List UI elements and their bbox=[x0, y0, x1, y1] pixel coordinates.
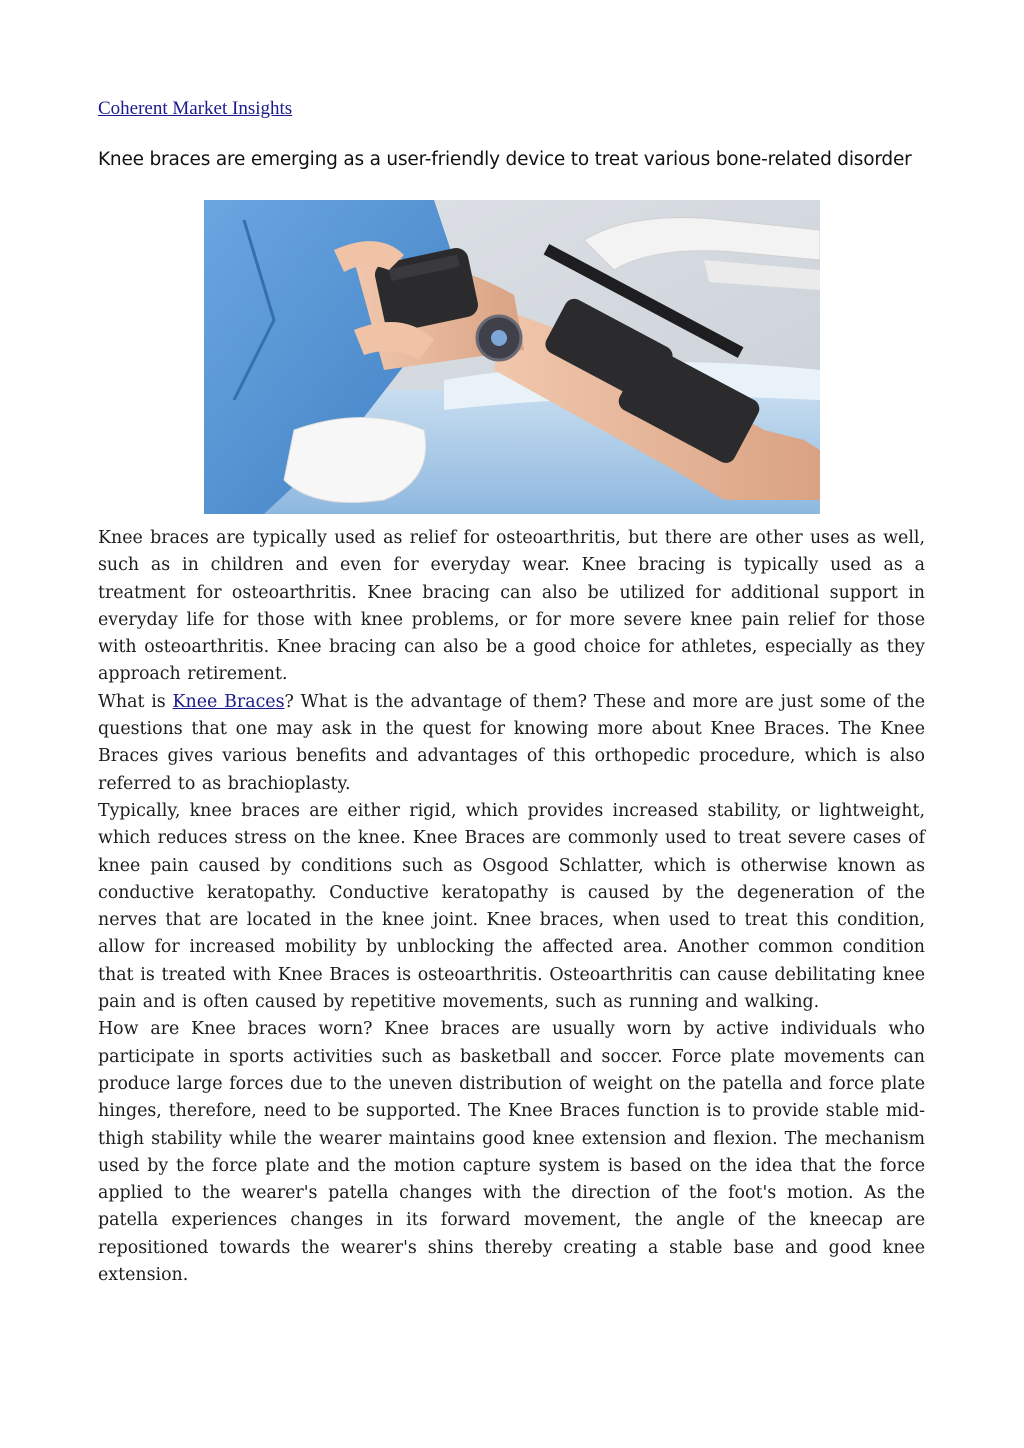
article-body bbox=[98, 525, 925, 1289]
paragraph-what-is-lead: What is bbox=[98, 691, 173, 712]
source-link[interactable]: Coherent Market Insights bbox=[98, 98, 293, 119]
paragraph-what-is-rest: ? What is the advantage of them? These and more are just some of the questions that one may ask in the quest for knowing more about Knee Braces. The Knee Braces gives various benefits and advantages of this orthopedic procedure, which is also referred to as brachioplasty. bbox=[98, 691, 925, 794]
knee-braces-link[interactable]: Knee Braces bbox=[172, 691, 285, 712]
knee-brace-photo bbox=[204, 200, 820, 514]
paragraph-what-is bbox=[98, 689, 925, 798]
paragraph-how-worn: How are Knee braces worn? Knee braces are usually worn by active individuals who participate in sports activities such as basketball and soccer. Force plate movements can produce large forces due to the uneven distribution of weight on the patella and force plate hinges, therefore, need to be supported. The Knee Braces function is to provide stable mid-thigh stability while the wearer maintains good knee extension and flexion. The mechanism used by the force plate and the motion capture system is based on the idea that the force applied to the wearer's patella changes with the direction of the foot's motion. As the patella experiences changes in its forward movement, the angle of the kneecap are repositioned towards the wearer's shins thereby creating a stable base and good knee extension. bbox=[98, 1019, 925, 1286]
knee-brace-illustration bbox=[204, 200, 820, 514]
paragraph-types: Typically, knee braces are either rigid, which provides increased stability, or lightweight, which reduces stress on the knee. Knee Braces are commonly used to treat severe cases of knee pain caused by conditions such as Osgood Schlatter, which is otherwise known as conductive keratopathy. Conductive keratopathy is caused by the degeneration of the nerves that are located in the knee joint. Knee braces, when used to treat this condition, allow for increased mobility by unblocking the affected area. Another common condition that is treated with Knee Braces is osteoarthritis. Osteoarthritis can cause debilitating knee pain and is often caused by repetitive movements, such as running and walking. bbox=[98, 800, 925, 1013]
paragraph-uses: Knee braces are typically used as relief for osteoarthritis, but there are other uses as well, such as in children and even for everyday wear. Knee bracing is typically used as a treatment for osteoarthritis. Knee bracing can also be utilized for additional support in everyday life for those with knee problems, or for more severe knee pain relief for those with osteoarthritis. Knee bracing can also be a good choice for athletes, especially as they approach retirement. bbox=[98, 528, 925, 685]
article-headline: Knee braces are emerging as a user-friendly device to treat various bone-related disorder bbox=[98, 149, 912, 170]
